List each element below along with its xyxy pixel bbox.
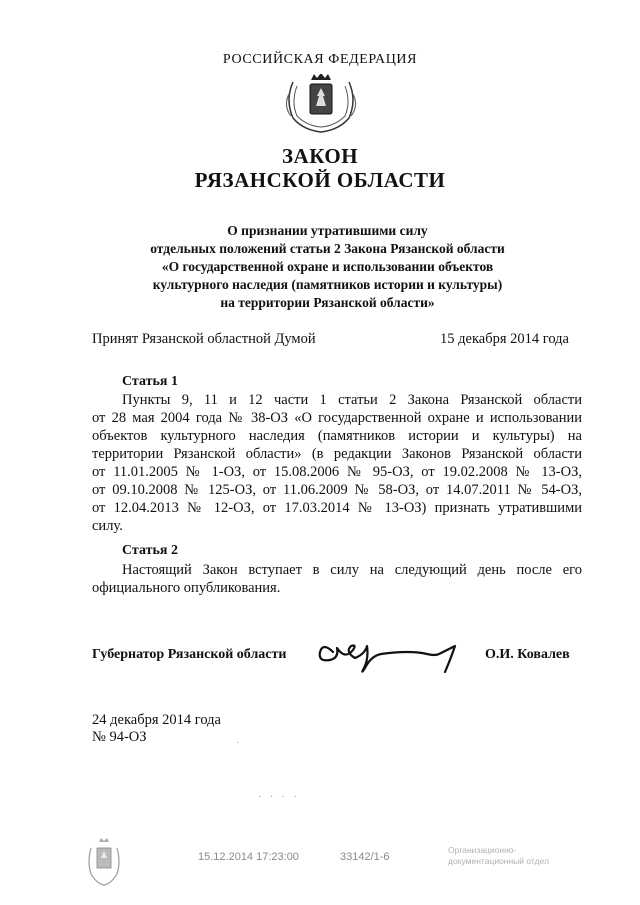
signing-date: 24 декабря 2014 года bbox=[92, 712, 221, 728]
registry-emblem-icon bbox=[85, 838, 123, 886]
scan-speck: · · · · bbox=[258, 792, 300, 803]
text-line: от 09.10.2008 № 125-ОЗ, от 11.06.2009 № 58-ОЗ, от 14.07.2011 № 54-ОЗ, bbox=[92, 482, 582, 498]
scan-speck: · bbox=[236, 738, 240, 749]
article-1-heading: Статья 1 bbox=[122, 374, 178, 389]
subject-line: на территории Рязанской области» bbox=[220, 295, 435, 310]
registration-department bbox=[448, 845, 578, 867]
text-line: территории Рязанской области» (в редакции Законов Рязанской области bbox=[92, 446, 582, 462]
adoption-label: Принят Рязанской областной Думой bbox=[92, 331, 316, 347]
law-region-title: РЯЗАНСКОЙ ОБЛАСТИ bbox=[194, 168, 446, 192]
text-line: от 11.01.2005 № 1-ОЗ, от 15.08.2006 № 95-ОЗ, от 19.02.2008 № 13-ОЗ, bbox=[92, 464, 582, 480]
law-number: № 94-ОЗ bbox=[92, 729, 147, 745]
registration-timestamp: 15.12.2014 17:23:00 bbox=[198, 851, 299, 863]
subject-line: О признании утратившими силу bbox=[227, 223, 428, 238]
signatory-title: Губернатор Рязанской области bbox=[92, 647, 287, 662]
signatory-name: О.И. Ковалев bbox=[485, 647, 570, 662]
coat-of-arms-emblem bbox=[283, 74, 359, 136]
text-line: от 28 мая 2004 года № 38-ОЗ «О государственной охране и использовании bbox=[92, 410, 582, 426]
country-heading: РОССИЙСКАЯ ФЕДЕРАЦИЯ bbox=[222, 52, 418, 67]
text-line: официального опубликования. bbox=[92, 580, 281, 596]
subject-line: «О государственной охране и использовании объектов bbox=[161, 259, 494, 274]
law-subject bbox=[100, 222, 555, 312]
article-2-text bbox=[92, 561, 582, 597]
subject-line: отдельных положений статьи 2 Закона Рязанской области bbox=[150, 241, 505, 256]
article-2-heading: Статья 2 bbox=[122, 543, 178, 558]
text-line: силу. bbox=[92, 518, 123, 534]
subject-line: культурного наследия (памятников истории и культуры) bbox=[152, 277, 503, 292]
text-line: объектов культурного наследия (памятников истории и культуры) на bbox=[92, 428, 582, 444]
text-line: Настоящий Закон вступает в силу на следующий день после его bbox=[122, 562, 582, 578]
law-title: ЗАКОН bbox=[281, 144, 359, 168]
text-line: от 12.04.2013 № 12-ОЗ, от 17.03.2014 № 13-ОЗ) признать утратившими bbox=[92, 500, 582, 516]
registration-code: 33142/1-6 bbox=[340, 851, 390, 863]
adoption-date: 15 декабря 2014 года bbox=[440, 331, 569, 347]
department-line: Организационно- bbox=[448, 845, 517, 855]
handwritten-signature bbox=[315, 630, 465, 675]
department-line: документационный отдел bbox=[448, 856, 549, 866]
article-1-text bbox=[92, 391, 582, 535]
text-line: Пункты 9, 11 и 12 части 1 статьи 2 Закона Рязанской области bbox=[122, 392, 582, 408]
